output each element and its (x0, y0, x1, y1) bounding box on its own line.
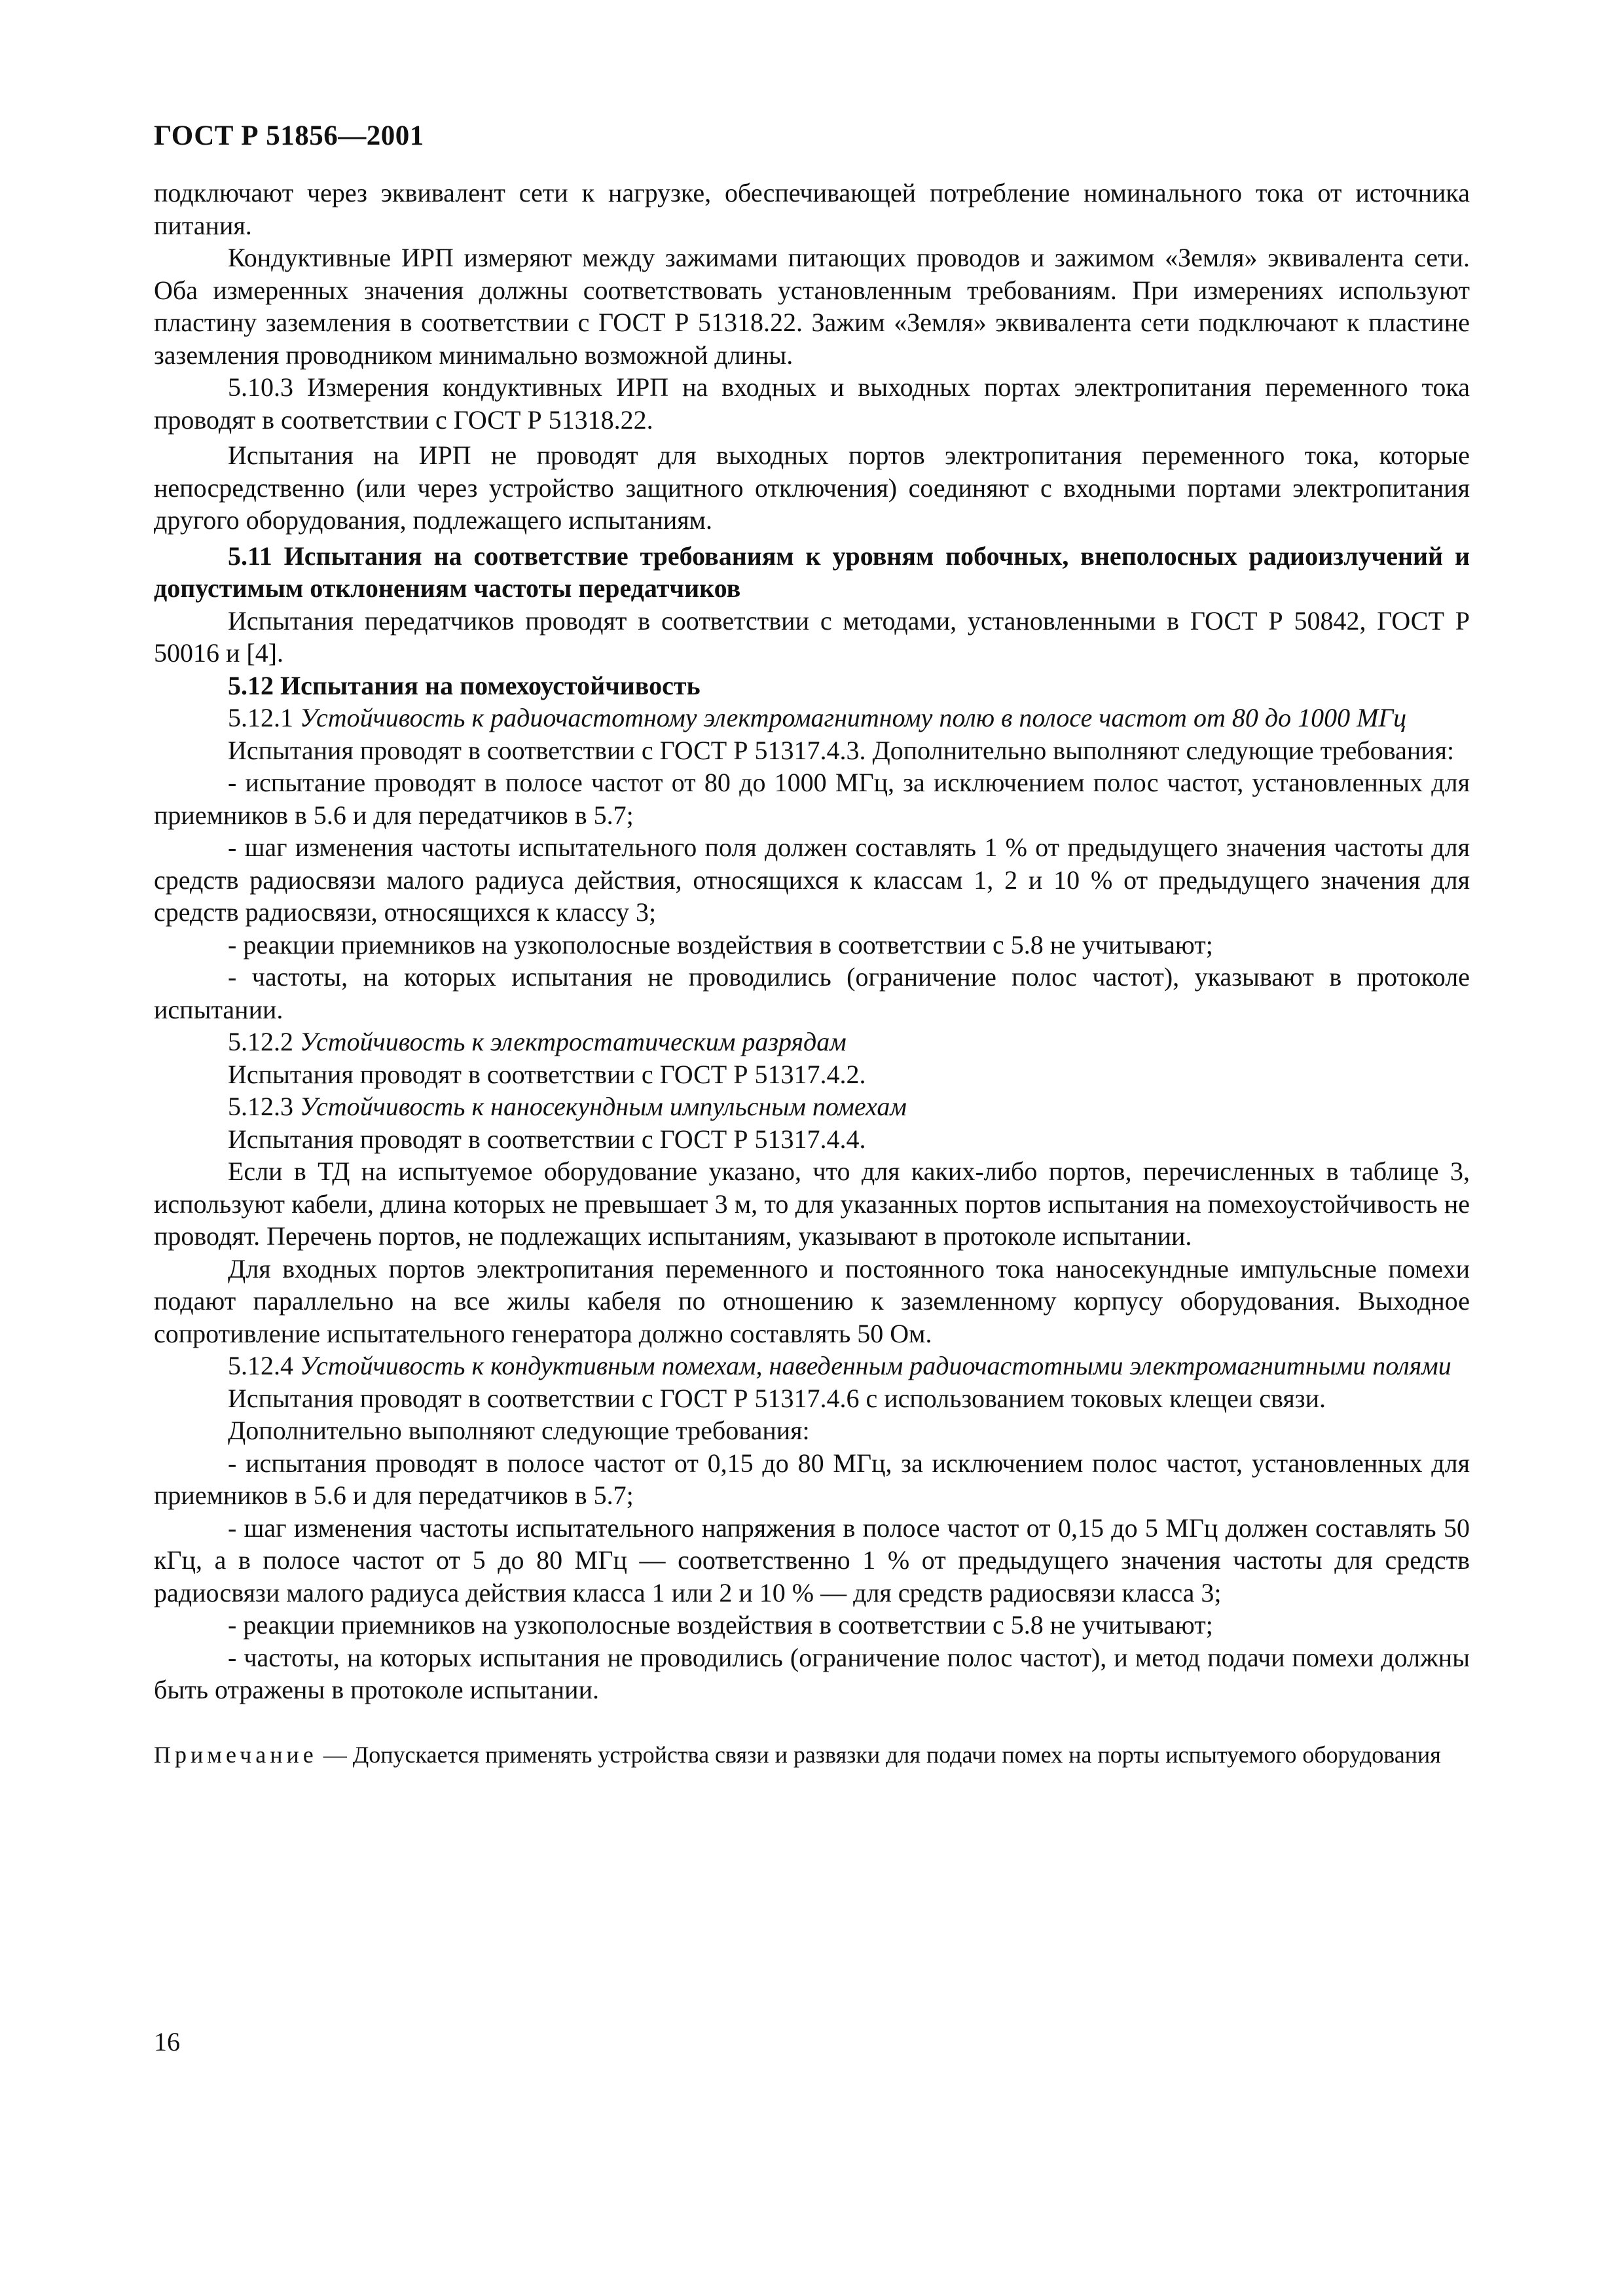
paragraph: Испытания проводят в соответствии с ГОСТ Р 51317.4.3. Дополнительно выполняют следующие требования: (228, 735, 1455, 765)
list-item: - шаг изменения частоты испытательного поля должен составлять 1 % от предыдущего значения частоты для средств радиосвязи малого радиуса действия, относящихся к классам 1, 2 и 10 % от предыдущего значения для средств радиосвязи, относящихся к классу 3; (154, 833, 1470, 927)
paragraph: подключают через эквивалент сети к нагрузке, обеспечивающей потребление номинального тока от источника питания. (154, 178, 1470, 240)
note-text: — Допускается применять устройства связи и развязки для подачи помех на порты испытуемого оборудования (317, 1741, 1441, 1768)
list-item: - испытания проводят в полосе частот от 0,15 до 80 МГц, за исключением полос частот, установленных для приемников в 5.6 и для передатчиков в 5.7; (154, 1448, 1470, 1510)
list-item: - частоты, на которых испытания не проводились (ограничение полос частот), указывают в протоколе испытании. (154, 962, 1470, 1024)
subsection-number: 5.12.4 (228, 1351, 293, 1380)
page-number: 16 (154, 2027, 180, 2056)
list-item: - шаг изменения частоты испытательного напряжения в полосе частот от 0,15 до 5 МГц должен составлять 50 кГц, а в полосе частот от 5 до 80 МГц — соответственно 1 % от предыдущего значения частоты для средств радиосвязи малого радиуса действия класса 1 или 2 и 10 % — для средств радиосвязи класса 3; (154, 1513, 1470, 1607)
subsection-5-12-1 (154, 702, 1470, 734)
section-heading-5-12: 5.12 Испытания на помехоустойчивость (228, 670, 701, 700)
subsection-number: 5.12.1 (228, 703, 293, 732)
paragraph: 5.10.3 Измерения кондуктивных ИРП на входных и выходных портах электропитания переменного тока проводят в соответствии с ГОСТ Р 51318.22. (154, 372, 1470, 435)
list-item: - реакции приемников на узкополосные воздействия в соответствии с 5.8 не учитывают; (228, 929, 1213, 960)
subsection-title: Устойчивость к электростатическим разрядам (300, 1027, 847, 1056)
subsection-title: Устойчивость к наносекундным импульсным помехам (300, 1092, 907, 1121)
paragraph: Дополнительно выполняют следующие требования: (228, 1416, 810, 1445)
paragraph: Для входных портов электропитания переменного и постоянного тока наносекундные импульсные помехи подают параллельно на все жилы кабеля по отношению к заземленному корпусу оборудования. Выходное сопротивление испытательного генератора должно составлять 50 Ом. (154, 1253, 1470, 1348)
subsection-number: 5.12.3 (228, 1092, 293, 1121)
list-item: - испытание проводят в полосе частот от 80 до 1000 МГц, за исключением полос частот, установленных для приемников в 5.6 и для передатчиков в 5.7; (154, 768, 1470, 830)
subsection-5-12-4 (154, 1350, 1470, 1382)
subsection-number: 5.12.2 (228, 1027, 293, 1056)
subsection-title: Устойчивость к кондуктивным помехам, наведенным радиочастотными электромагнитными полями (300, 1351, 1451, 1380)
paragraph: Испытания на ИРП не проводят для выходных портов электропитания переменного тока, которые непосредственно (или через устройство защитного отключения) соединяют с входными портами электропитания другого оборудования, подлежащего испытаниям. (154, 440, 1470, 535)
document-page (154, 117, 1470, 1770)
paragraph: Если в ТД на испытуемое оборудование указано, что для каких-либо портов, перечисленных в таблице 3, используют кабели, длина которых не превышает 3 м, то для указанных портов испытания на помехоустойчивость не проводят. Перечень портов, не подлежащих испытаниям, указывают в протоколе испытании. (154, 1157, 1470, 1251)
subsection-5-12-3 (154, 1090, 1470, 1123)
paragraph: Испытания передатчиков проводят в соответствии с методами, установленными в ГОСТ Р 50842, ГОСТ Р 50016 и [4]. (154, 605, 1470, 668)
list-item: - реакции приемников на узкополосные воздействия в соответствии с 5.8 не учитывают; (228, 1610, 1213, 1640)
document-header: ГОСТ Р 51856—2001 (154, 120, 424, 151)
note (154, 1740, 1470, 1770)
paragraph: Испытания проводят в соответствии с ГОСТ Р 51317.4.6 с использованием токовых клещеи связи. (228, 1383, 1326, 1413)
note-label: Примечание (154, 1741, 318, 1768)
paragraph: Испытания проводят в соответствии с ГОСТ Р 51317.4.2. (228, 1059, 866, 1089)
list-item: - частоты, на которых испытания не проводились (ограничение полос частот), и метод подачи помехи должны быть отражены в протоколе испытании. (154, 1642, 1470, 1704)
subsection-title: Устойчивость к радиочастотному электромагнитному полю в полосе частот от 80 до 1000 МГц (300, 703, 1407, 732)
paragraph: Испытания проводят в соответствии с ГОСТ Р 51317.4.4. (228, 1124, 866, 1154)
section-heading-5-11: 5.11 Испытания на соответствие требованиям к уровням побочных, внеполосных радиоизлучений и допустимым отклонениям частоты передатчиков (154, 541, 1470, 603)
subsection-5-12-2 (154, 1026, 1470, 1058)
paragraph: Кондуктивные ИРП измеряют между зажимами питающих проводов и зажимом «Земля» эквивалента сети. Оба измеренных значения должны соответствовать установленным требованиям. При измерениях используют пластину заземления в соответствии с ГОСТ Р 51318.22. Зажим «Земля» эквивалента сети подключают к пластине заземления проводником минимально возможной длины. (154, 243, 1470, 370)
